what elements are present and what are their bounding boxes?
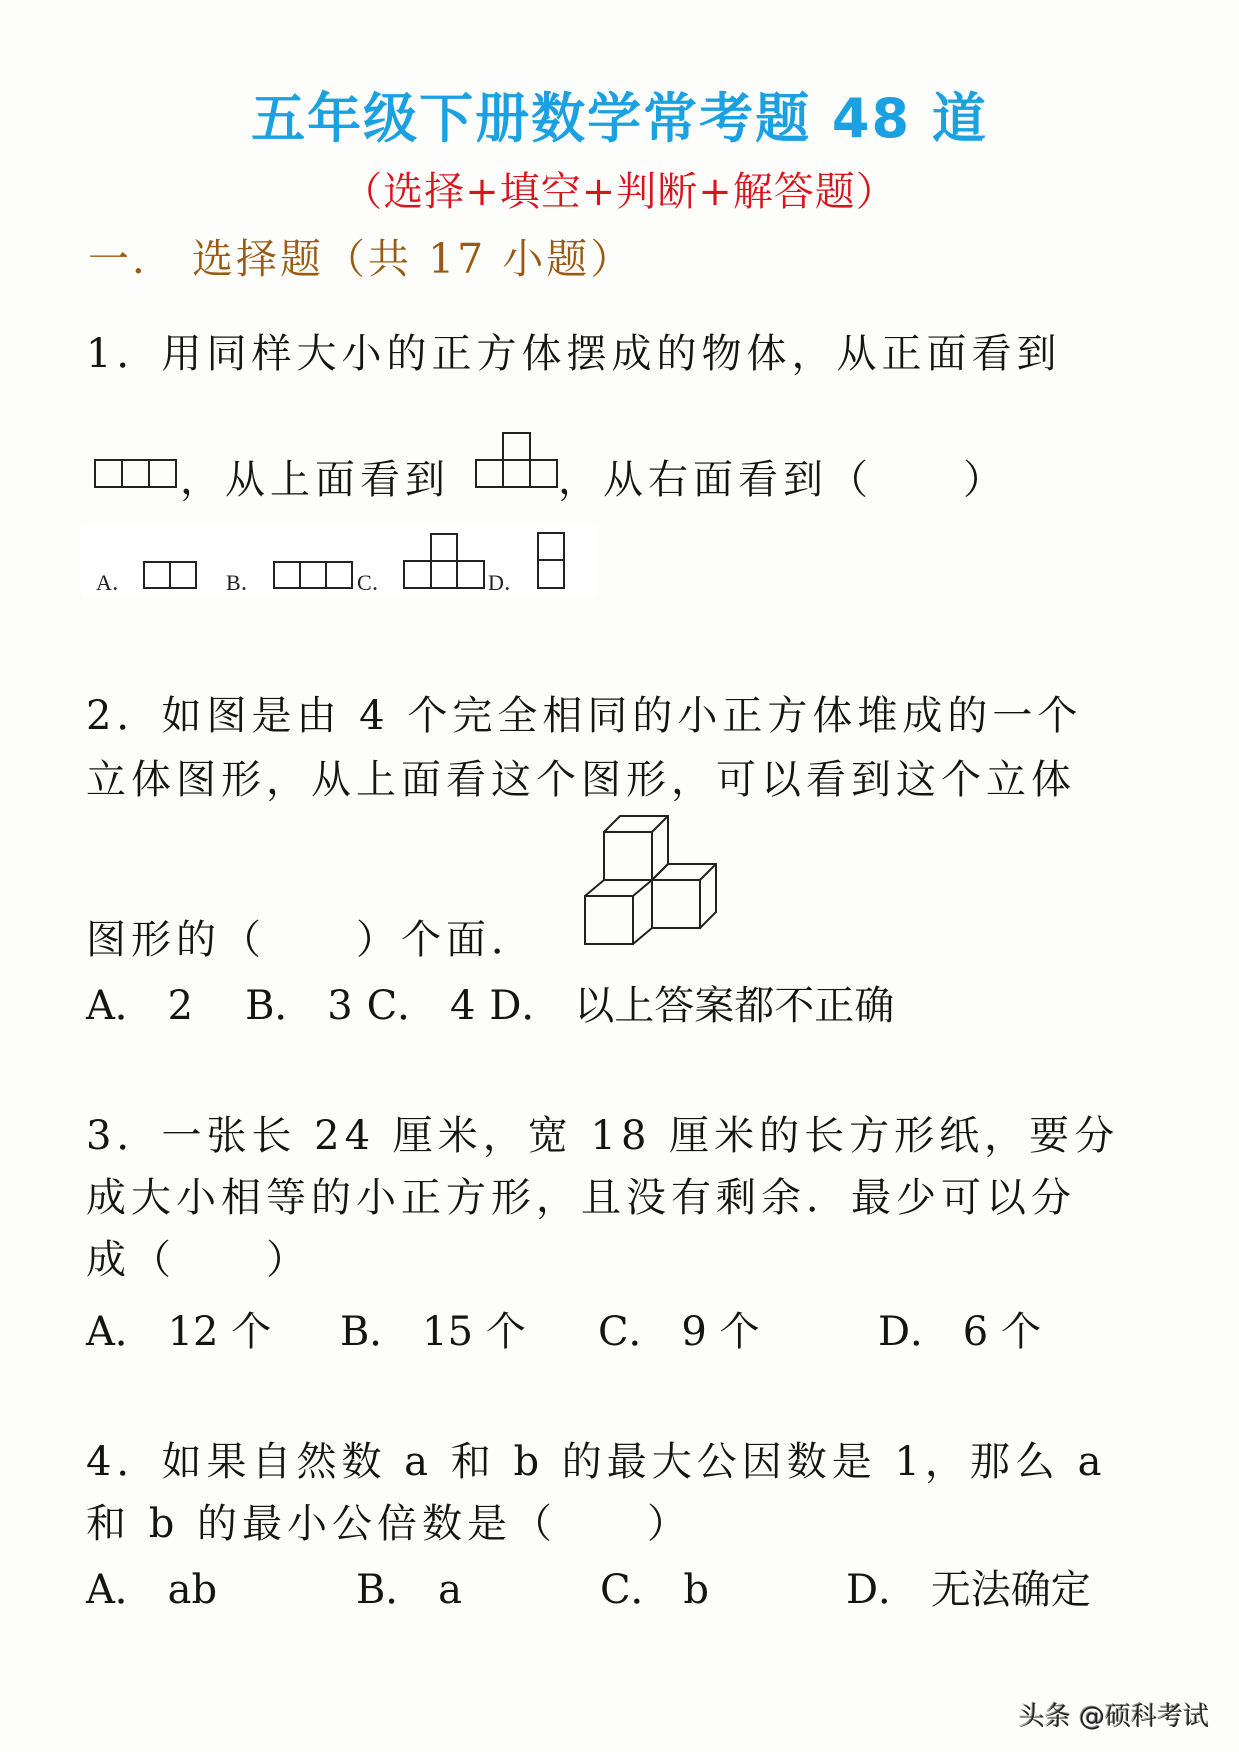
source-watermark: 头条 @硕科考试 (1018, 1702, 1209, 1732)
page-subtitle: （选择+填空+判断+解答题） (342, 169, 897, 215)
question-1-line-2b: ，从右面看到（ ） (558, 457, 1008, 503)
question-number: 1． (86, 331, 162, 377)
square (537, 559, 565, 589)
four-cubes-figure (578, 812, 718, 962)
option-label: A． (96, 570, 134, 595)
option-label: C． (357, 570, 394, 595)
square (502, 459, 531, 488)
square (403, 560, 432, 589)
square (94, 459, 123, 488)
option-label: B． (226, 570, 263, 595)
square (475, 459, 504, 488)
question-2-line-1 (86, 684, 1082, 741)
question-2-line-3: 图形的（ ）个面． (86, 917, 536, 963)
option-d[interactable]: D． 无法确定 (846, 1567, 1091, 1613)
option-b[interactable]: B． 15 个 (340, 1309, 526, 1355)
question-2-options (86, 974, 894, 1031)
square (143, 561, 171, 589)
option-a[interactable]: A． 12 个 (86, 1309, 272, 1355)
option-d[interactable]: D． 以上答案都不正确 (489, 983, 895, 1029)
square (299, 561, 327, 589)
question-1-line-1 (86, 322, 1061, 379)
question-text: 一张长 24 厘米，宽 18 厘米的长方形纸，要分 (161, 1113, 1120, 1159)
option-a[interactable]: A． ab (86, 1567, 218, 1613)
question-3-line-1 (86, 1104, 1119, 1161)
square (325, 561, 353, 589)
square (456, 560, 485, 589)
option-c[interactable]: C． 4 (366, 983, 476, 1029)
square (502, 432, 531, 461)
question-3-line-2: 成大小相等的小正方形，且没有剩余．最少可以分 (86, 1175, 1076, 1221)
square (537, 532, 565, 561)
option-b[interactable]: B． a (356, 1567, 462, 1613)
square (121, 459, 150, 488)
question-number: 2． (86, 693, 162, 739)
question-text: 如图是由 4 个完全相同的小正方体堆成的一个 (161, 693, 1083, 739)
square (529, 459, 558, 488)
option-d[interactable]: D． 6 个 (878, 1309, 1041, 1355)
option-c[interactable]: C． 9 个 (598, 1309, 760, 1355)
question-4-line-2: 和 b 的最小公倍数是（ ） (86, 1501, 693, 1547)
square (430, 533, 458, 562)
square (273, 561, 301, 589)
option-label: D． (488, 570, 526, 595)
option-a[interactable]: A． 2 (86, 983, 194, 1029)
page-title: 五年级下册数学常考题 48 道 (251, 87, 988, 150)
question-1-line-2a: ，从上面看到 (180, 457, 450, 503)
option-c[interactable]: C． b (600, 1567, 709, 1613)
square (148, 459, 177, 488)
section-heading: 一． 选择题（共 17 小题） (88, 235, 635, 283)
question-2-line-2: 立体图形，从上面看这个图形，可以看到这个立体 (86, 757, 1076, 803)
question-3-line-3: 成（ ） (86, 1237, 311, 1283)
question-number: 4． (86, 1439, 162, 1485)
square (430, 560, 458, 589)
option-b[interactable]: B． 3 (245, 983, 353, 1029)
question-4-line-1 (86, 1430, 1107, 1487)
question-text: 用同样大小的正方体摆成的物体，从正面看到 (161, 331, 1062, 377)
question-text: 如果自然数 a 和 b 的最大公因数是 1，那么 a (161, 1439, 1107, 1485)
square (169, 561, 197, 589)
question-number: 3． (86, 1113, 162, 1159)
